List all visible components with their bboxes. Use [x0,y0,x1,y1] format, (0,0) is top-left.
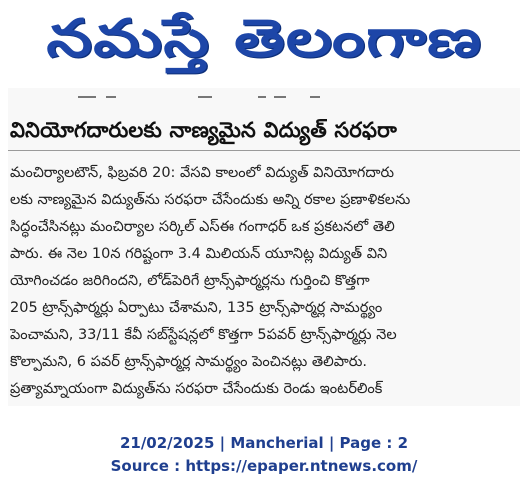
cut-text-remnant [78,88,458,102]
article-body-line: పారు. ఈ నెల 10న గరిష్టంగా 3.4 మిలియన్ యూనిట్ల విద్యుత్ విని [10,246,388,262]
article-body-line: యోగించడం జరిగిందని, లోడ్‌పెరిగే ట్రాన్స్‌ఫార్మర్లను గుర్తించి కొత్తగా [10,273,370,289]
edition-info: 21/02/2025 | Mancherial | Page : 2 [119,434,409,452]
article-body-line: పెంచామని, 33/11 కేవీ సబ్‌స్టేషన్లలో కొత్తగా 5పవర్ ట్రాన్స్‌ఫార్మర్లు నెల [10,327,397,343]
article-body-line: సిద్ధంచేసినట్లు మంచిర్యాల సర్కిల్ ఎస్‌ఈ గంగాధర్ ఒక ప్రకటనలో తెలి [10,219,395,235]
headline-divider [8,150,520,151]
source-link[interactable]: Source : https://epaper.ntnews.com/ [110,457,418,475]
article-body-line: కొల్పామని, 6 పవర్ ట్రాన్స్‌ఫార్మర్ల సామర్థ్యం పెంచినట్లు తెలిపారు. [10,354,367,370]
article-body-line: లకు నాణ్యమైన విద్యుత్‌ను సరఫరా చేసేందుకు అన్ని రకాల ప్రణాళికలను [10,192,411,208]
article-body-line: 205 ట్రాన్స్‌ఫార్మర్లు ఏర్పాటు చేశామని, 135 ట్రాన్స్‌ఫార్మర్ల సామర్థ్యం [10,300,383,316]
article-body-line: మంచిర్యాలటౌన్, ఫిబ్రవరి 20: వేసవి కాలంలో విద్యుత్ వినియోగదారు [10,165,395,181]
article-body-line: ప్రత్యామ్నాయంగా విద్యుత్‌ను సరఫరా చేసేందుకు రెండు ఇంటర్‌లింక్ [10,381,383,397]
article-clipping [8,88,520,406]
masthead-title: నమస్తే తెలంగాణ [46,9,482,69]
article-headline: వినియోగదారులకు నాణ్యమైన విద్యుత్ సరఫరా [10,118,397,142]
newspaper-masthead [0,0,528,80]
